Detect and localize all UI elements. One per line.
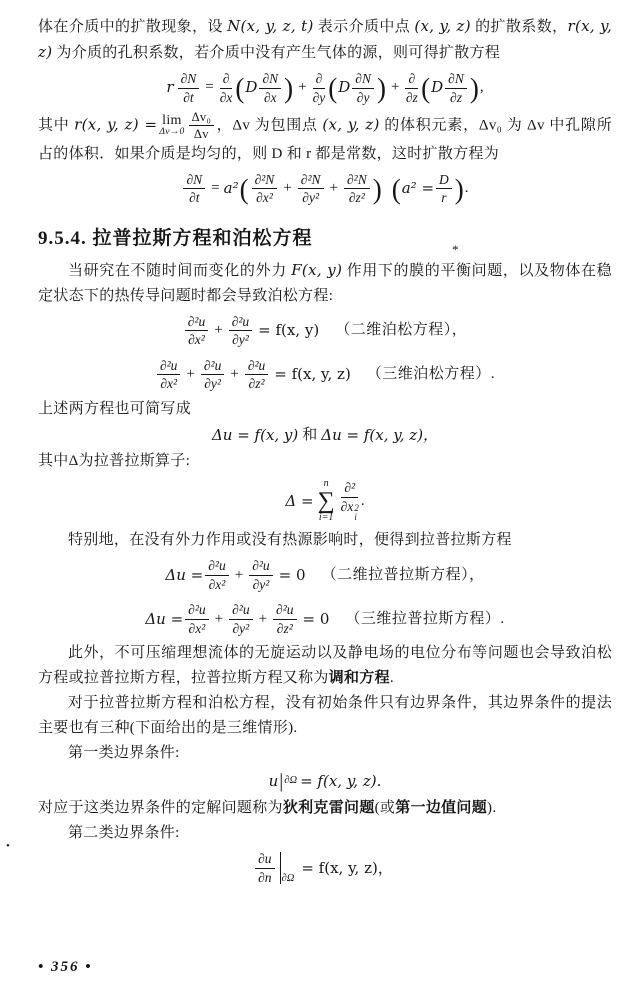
den-base: ∂x	[340, 498, 354, 514]
fraction-denominator: ∂x	[219, 89, 233, 105]
fraction-denominator: ∂z	[405, 89, 418, 105]
bold-term: 第一边值问题	[395, 800, 488, 817]
fraction-denominator: ∂y²	[204, 376, 221, 392]
fraction	[229, 602, 252, 636]
sup-sub-stack	[354, 504, 359, 522]
fraction-denominator: ∂x²	[160, 376, 178, 392]
fraction	[352, 71, 374, 105]
fraction-numerator: ∂²u	[185, 314, 208, 332]
math-run: Δ =	[285, 491, 314, 510]
fraction-denominator: ∂z²	[348, 190, 365, 206]
formula-diffusion-constant-coefficients	[38, 172, 612, 206]
text-run: 的体积元素，Δv₀ 为 Δv 中孔隙所占的体积．如果介质是均匀的，则 D 和 r 都是常数，这时扩散方程为	[38, 117, 612, 162]
fraction-numerator: ∂²u	[249, 558, 272, 576]
math-run: N(x, y, z, t)	[227, 17, 314, 35]
fraction	[245, 358, 268, 392]
formula-poisson-3d	[38, 358, 612, 392]
fraction-numerator: ∂²u	[205, 558, 228, 576]
equation-label: （三维拉普拉斯方程）.	[345, 610, 505, 627]
fraction-numerator: ∂N	[445, 71, 467, 89]
bold-term: 狄利克雷问题	[282, 800, 375, 817]
fraction-numerator: ∂²	[341, 480, 358, 498]
fraction-numerator: ∂²N	[298, 172, 324, 190]
fraction-denominator: ∂t	[183, 89, 194, 105]
fraction-numerator: ∂²u	[273, 602, 296, 620]
math-run: Δu =	[145, 609, 184, 628]
formula-laplace-2d	[38, 558, 612, 592]
right-paren: )	[284, 72, 294, 104]
fraction	[205, 558, 228, 592]
boundary-subscript: ∂Ω	[284, 775, 298, 787]
fraction-numerator: ∂	[313, 71, 326, 89]
math-run: F(x, y)	[291, 260, 343, 279]
fraction	[229, 314, 252, 348]
evaluation-bar: |	[279, 770, 284, 793]
text-run: .	[389, 670, 394, 687]
formula-laplace-3d	[38, 602, 612, 636]
fraction	[436, 172, 452, 206]
left-paren: (	[421, 72, 431, 104]
math-run: = 0	[302, 609, 330, 628]
math-run: Δu =	[165, 565, 204, 584]
plus-sign: +	[390, 79, 400, 96]
plus-sign: +	[214, 322, 223, 339]
text-run: 体在介质中的扩散现象，设	[38, 19, 228, 35]
fraction-denominator: ∂z	[450, 89, 462, 105]
math-run: (x, y, z)	[322, 115, 380, 134]
fraction-denominator	[341, 498, 359, 522]
formula-laplacian-shorthand	[38, 427, 612, 444]
text-run: (或	[374, 800, 396, 817]
limit-operator	[159, 114, 184, 138]
bold-term: 调和方程	[328, 670, 390, 687]
math-run: = f(x, y, z)，	[301, 858, 393, 877]
text-run: 第二类边界条件:	[68, 825, 180, 842]
equals-sign: =	[211, 180, 220, 197]
formula-neumann-condition	[38, 851, 612, 885]
fraction	[201, 358, 224, 392]
fraction	[178, 71, 200, 105]
fraction	[344, 172, 370, 206]
print-artifact-dot: •	[6, 840, 10, 852]
right-paren: )	[469, 72, 479, 104]
fraction	[259, 71, 281, 105]
fraction-numerator: D	[436, 172, 452, 190]
paragraph-diffusion-intro	[38, 14, 612, 66]
fraction-denominator: ∂y²	[302, 190, 320, 206]
fraction	[185, 602, 208, 636]
fraction-denominator: ∂y²	[232, 332, 249, 348]
fraction-numerator: ∂	[405, 71, 418, 89]
text-run: ，Δv 为包围点	[216, 117, 323, 134]
math-run: = 0	[278, 565, 306, 584]
text-run: 对应于这类边界条件的定解问题称为	[38, 800, 283, 817]
formula-laplacian-definition	[38, 479, 612, 523]
fraction-numerator: Δv₀	[189, 110, 215, 126]
plus-sign: +	[298, 79, 307, 96]
fraction-numerator: ∂²u	[157, 358, 180, 376]
fraction-numerator: ∂N	[352, 71, 374, 89]
math-run: r(x, y, z) =	[74, 115, 158, 134]
text-run: 当研究在不随时间而变化的外力	[68, 262, 292, 279]
text-run: 上述两方程也可简写成	[38, 400, 192, 417]
fraction-numerator: ∂²u	[245, 358, 268, 376]
math-run: a² =	[401, 179, 435, 198]
fraction-denominator: ∂y	[356, 89, 370, 105]
math-run: r(x, y, z)	[38, 17, 613, 61]
evaluation-bar	[280, 852, 295, 884]
boundary-subscript: ∂Ω	[281, 873, 295, 885]
right-paren: )	[372, 172, 382, 205]
fraction-denominator: ∂y	[312, 89, 326, 105]
equals-sign: =	[205, 79, 214, 96]
left-paren: (	[328, 72, 338, 104]
plus-sign: +	[329, 180, 338, 197]
math-run: (x, y, z)	[414, 17, 471, 35]
left-paren: (	[235, 72, 245, 104]
lim-subscript: Δv→0	[159, 127, 185, 138]
right-paren: )	[376, 72, 386, 104]
plus-sign: +	[214, 610, 224, 627]
summation	[318, 479, 335, 523]
text-run: 作用下的膜的平衡问题，以及物体在稳定状态下的热传导问题时都会导致泊松方程:	[38, 262, 612, 304]
math-var: D	[431, 78, 444, 97]
math-run: Δu = f(x, y, z)，	[321, 425, 439, 444]
plus-sign: +	[186, 366, 195, 383]
fraction-numerator: ∂N	[183, 172, 205, 190]
paragraph-second-type	[38, 821, 612, 846]
plus-sign: +	[234, 566, 244, 583]
lim-word: lim	[162, 113, 182, 129]
fraction	[252, 172, 278, 206]
paragraph-operator	[38, 449, 612, 474]
fraction-numerator: ∂N	[259, 71, 281, 89]
math-var: D	[245, 78, 258, 97]
fraction-numerator: ∂²u	[229, 314, 252, 332]
fraction-numerator: ∂	[220, 71, 233, 89]
text-run: 特别地，在没有外力作用或没有热源影响时，便得到拉普拉斯方程	[68, 532, 512, 549]
math-var: u	[268, 771, 279, 790]
fraction-denominator: Δv	[193, 127, 209, 142]
superscript: 2	[354, 502, 359, 513]
fraction-numerator: ∂²u	[201, 358, 224, 376]
fraction-numerator: ∂²N	[344, 172, 370, 190]
equation-label: （三维泊松方程）.	[366, 366, 496, 383]
comma: ,	[479, 79, 484, 96]
fraction	[185, 314, 208, 348]
text-run: 的扩散系数，	[470, 19, 568, 35]
fraction	[445, 71, 467, 105]
plus-sign: +	[230, 366, 239, 383]
fraction	[157, 358, 180, 392]
page-number: • 356 •	[38, 959, 93, 975]
paragraph-poisson-intro	[38, 258, 612, 309]
fraction-denominator: ∂x²	[188, 620, 206, 636]
fraction	[298, 172, 324, 206]
equation-label: （二维泊松方程），	[335, 322, 468, 339]
text-run: 其中	[38, 117, 75, 134]
paragraph-dirichlet-name	[38, 796, 612, 821]
paragraph-special-case	[38, 528, 612, 553]
text-run: ).	[487, 800, 497, 817]
text-run: 和	[302, 426, 318, 443]
fraction-denominator: ∂n	[258, 869, 272, 885]
math-run: = f(x, y)	[258, 321, 320, 340]
left-paren: (	[391, 172, 401, 205]
paragraph-first-type	[38, 741, 612, 766]
sum-lower-limit: i=1	[318, 512, 334, 524]
fraction	[255, 851, 274, 885]
section-heading: 9.5.4. 拉普拉斯方程和泊松方程	[38, 227, 313, 249]
fraction	[273, 602, 296, 636]
plus-sign: +	[283, 180, 292, 197]
fraction-denominator: ∂z²	[276, 620, 293, 636]
math-var: D	[338, 78, 351, 97]
fraction-numerator: ∂²u	[185, 602, 208, 620]
fraction-numerator: ∂²N	[252, 172, 278, 190]
fraction	[341, 480, 359, 522]
fraction-denominator: ∂y²	[232, 620, 250, 636]
text-run: 此外，不可压缩理想流体的无旋运动以及静电场的电位分布等问题也会导致泊松方程或拉普拉斯方程，拉普拉斯方程又称为	[38, 645, 612, 687]
text-run: 对于拉普拉斯方程和泊松方程，没有初始条件只有边界条件，其边界条件的提法主要也有三种(下面给出的是三维情形).	[38, 695, 612, 737]
subscript: i	[354, 511, 357, 522]
fraction	[183, 172, 205, 206]
formula-diffusion-equation	[38, 71, 612, 105]
period: .	[360, 492, 365, 509]
text-run: 表示介质中点	[313, 19, 415, 35]
text-run: 其中Δ为拉普拉斯算子:	[38, 453, 191, 470]
math-run: = f(x, y, z).	[300, 771, 382, 790]
fraction-numerator: ∂u	[255, 851, 274, 869]
fraction-denominator: ∂x²	[256, 190, 273, 206]
print-artifact-star: *	[452, 242, 459, 257]
bar-line	[280, 852, 281, 884]
paragraph-harmonic	[38, 641, 612, 691]
period: .	[464, 180, 469, 197]
right-paren: )	[454, 172, 464, 205]
fraction-denominator: r	[441, 190, 447, 206]
fraction-denominator: ∂x²	[188, 332, 205, 348]
math-var: a²	[223, 179, 239, 198]
math-run: = f(x, y, z)	[274, 365, 351, 384]
fraction-denominator: ∂y²	[252, 576, 270, 592]
fraction	[313, 71, 326, 105]
fraction-denominator: ∂x	[263, 89, 277, 105]
paragraph-shorthand	[38, 397, 612, 422]
equation-label: （二维拉普拉斯方程），	[321, 566, 485, 583]
text-run: 第一类边界条件:	[68, 745, 180, 762]
sum-upper-limit: n	[323, 478, 329, 490]
left-paren: (	[239, 172, 249, 205]
formula-dirichlet-condition	[38, 771, 612, 791]
fraction	[249, 558, 272, 592]
paragraph-porosity-definition	[38, 110, 612, 167]
text-run: 为介质的孔积系数，若介质中没有产生气体的源，则可得扩散方程	[52, 45, 501, 61]
fraction	[220, 71, 233, 105]
fraction-numerator: ∂N	[178, 71, 200, 89]
fraction	[189, 110, 215, 142]
math-run: Δu = f(x, y)	[211, 425, 299, 444]
fraction-numerator: ∂²u	[229, 602, 252, 620]
formula-poisson-2d	[38, 314, 612, 348]
plus-sign: +	[258, 610, 268, 627]
fraction	[405, 71, 418, 105]
fraction-denominator: ∂t	[189, 190, 200, 206]
sigma-symbol: ∑	[317, 488, 335, 515]
fraction-denominator: ∂x²	[208, 576, 226, 592]
math-var: r	[166, 78, 174, 97]
fraction-denominator: ∂z²	[248, 376, 265, 392]
paragraph-boundary-conditions	[38, 691, 612, 741]
